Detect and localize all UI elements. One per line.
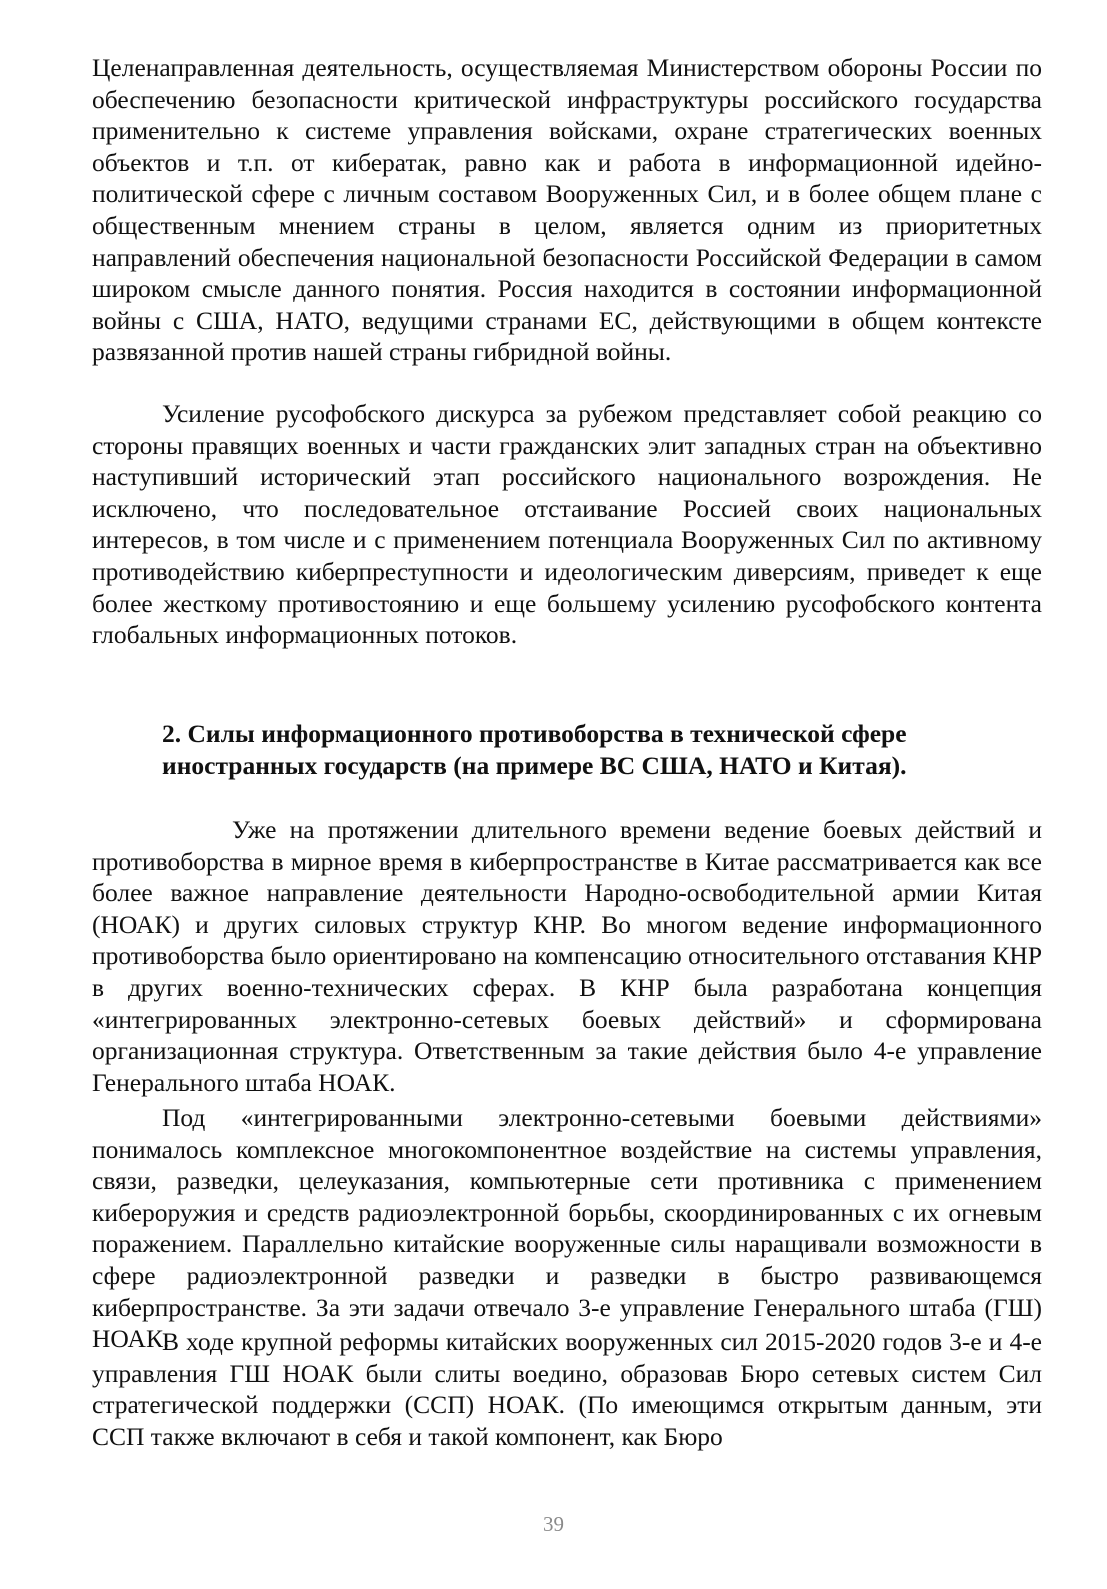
- paragraph-china-cyber: [92, 814, 1042, 1098]
- paragraph-text: В ходе крупной реформы китайских вооруженных сил 2015-2020 годов 3-е и 4-е управления ГШ НОАК были слиты воедино, образовав Бюро сетевых систем Сил стратегической поддержки (ССП) НОАК. (По имеющимся открытым данным, эти ССП также включают в себя и такой компонент, как Бюро: [92, 1327, 1042, 1451]
- paragraph-text: Целенаправленная деятельность, осуществляемая Министерством обороны России по обеспечению безопасности критической инфраструктуры российского государства применительно к системе управления войсками, охране стратегических военных объектов и т.п. от кибератак, равно как и работа в информационной идейно-политической сфере с личным составом Вооруженных Сил, и в более общем плане с общественным мнением страны в целом, является одним из приоритетных направлений обеспечения национальной безопасности Российской Федерации в самом широком смысле данного понятия. Россия находится в состоянии информационной войны с США, НАТО, ведущими странами ЕС, действующими в общем контексте развязанной против нашей страны гибридной войны.: [92, 53, 1042, 367]
- section-heading-line-1: 2. Силы информационного противоборства в технической сфере: [162, 719, 907, 748]
- paragraph-russophobia: [92, 398, 1042, 651]
- paragraph-cyber-defense: [92, 52, 1042, 368]
- paragraph-text: Под «интегрированными электронно-сетевыми боевыми действиями» понималось комплексное многокомпонентное воздействие на системы управления, связи, разведки, целеуказания, компьютерные сети противника с применением кибероружия и средств радиоэлектронной борьбы, скоординированных с их огневым поражением. Параллельно китайские вооруженные силы наращивали возможности в сфере радиоэлектронной разведки и разведки в быстро развивающемся киберпространстве. За эти задачи отвечало 3-е управление Генерального штаба (ГШ) НОАК.: [92, 1103, 1042, 1354]
- section-heading: [162, 718, 1002, 781]
- paragraph-text: Уже на протяжении длительного времени ведение боевых действий и противоборства в мирное время в киберпространстве в Китае рассматривается как все более важное направление деятельности Народно-освободительной армии Китая (НОАК) и других силовых структур КНР. Во многом ведение информационного противоборства было ориентировано на компенсацию относительного отставания КНР в других военно-технических сферах. В КНР была разработана концепция «интегрированных электронно-сетевых боевых действий» и сформирована организационная структура. Ответственным за такие действия было 4-е управление Генерального штаба НОАК.: [92, 815, 1042, 1097]
- section-heading-line-2: иностранных государств (на примере ВС США, НАТО и Китая).: [162, 750, 907, 780]
- page-number: 39: [543, 1512, 564, 1536]
- paragraph-text: Усиление русофобского дискурса за рубежом представляет собой реакцию со стороны правящих военных и части гражданских элит западных стран на объективно наступивший исторический этап российского национального возрождения. Не исключено, что последовательное отстаивание Россией своих национальных интересов, в том числе и с применением потенциала Вооруженных Сил по активному противодействию киберпреступности и идеологическим диверсиям, приведет к еще более жесткому противостоянию и еще большему усилению русофобского контента глобальных информационных потоков.: [92, 399, 1042, 650]
- paragraph-reform: [92, 1326, 1042, 1452]
- paragraph-integrated-warfare: [92, 1102, 1042, 1355]
